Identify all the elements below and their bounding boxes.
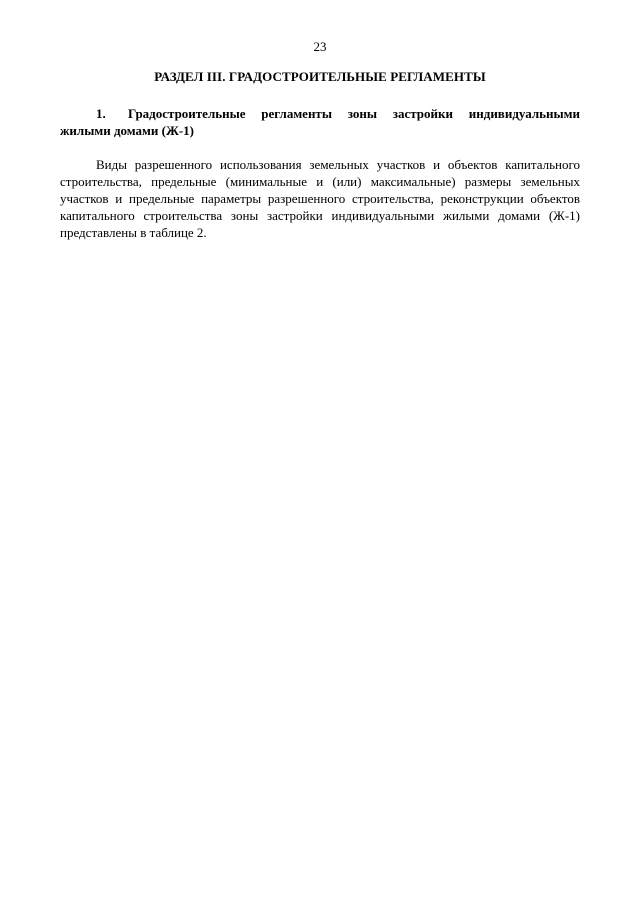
body-paragraph: Виды разрешенного использования земельных участков и объектов капитального строительства, предельные (минимальные и (или) максимальные) размеры земельных участков и предельные параметры разрешенного строительства, реконструкции объектов капитального строительства зоны застройки индивидуальными жилыми домами (Ж-1) представлены в таблице 2. xyxy=(60,157,580,240)
subsection-heading xyxy=(60,105,580,139)
subsection-title: Градостроительные регламенты зоны застройки индивидуальными жилыми домами (Ж-1) xyxy=(60,106,580,138)
page-number: 23 xyxy=(313,39,327,54)
subsection-number: 1. xyxy=(96,106,106,121)
section-title: РАЗДЕЛ III. ГРАДОСТРОИТЕЛЬНЫЕ РЕГЛАМЕНТЫ xyxy=(154,69,486,84)
